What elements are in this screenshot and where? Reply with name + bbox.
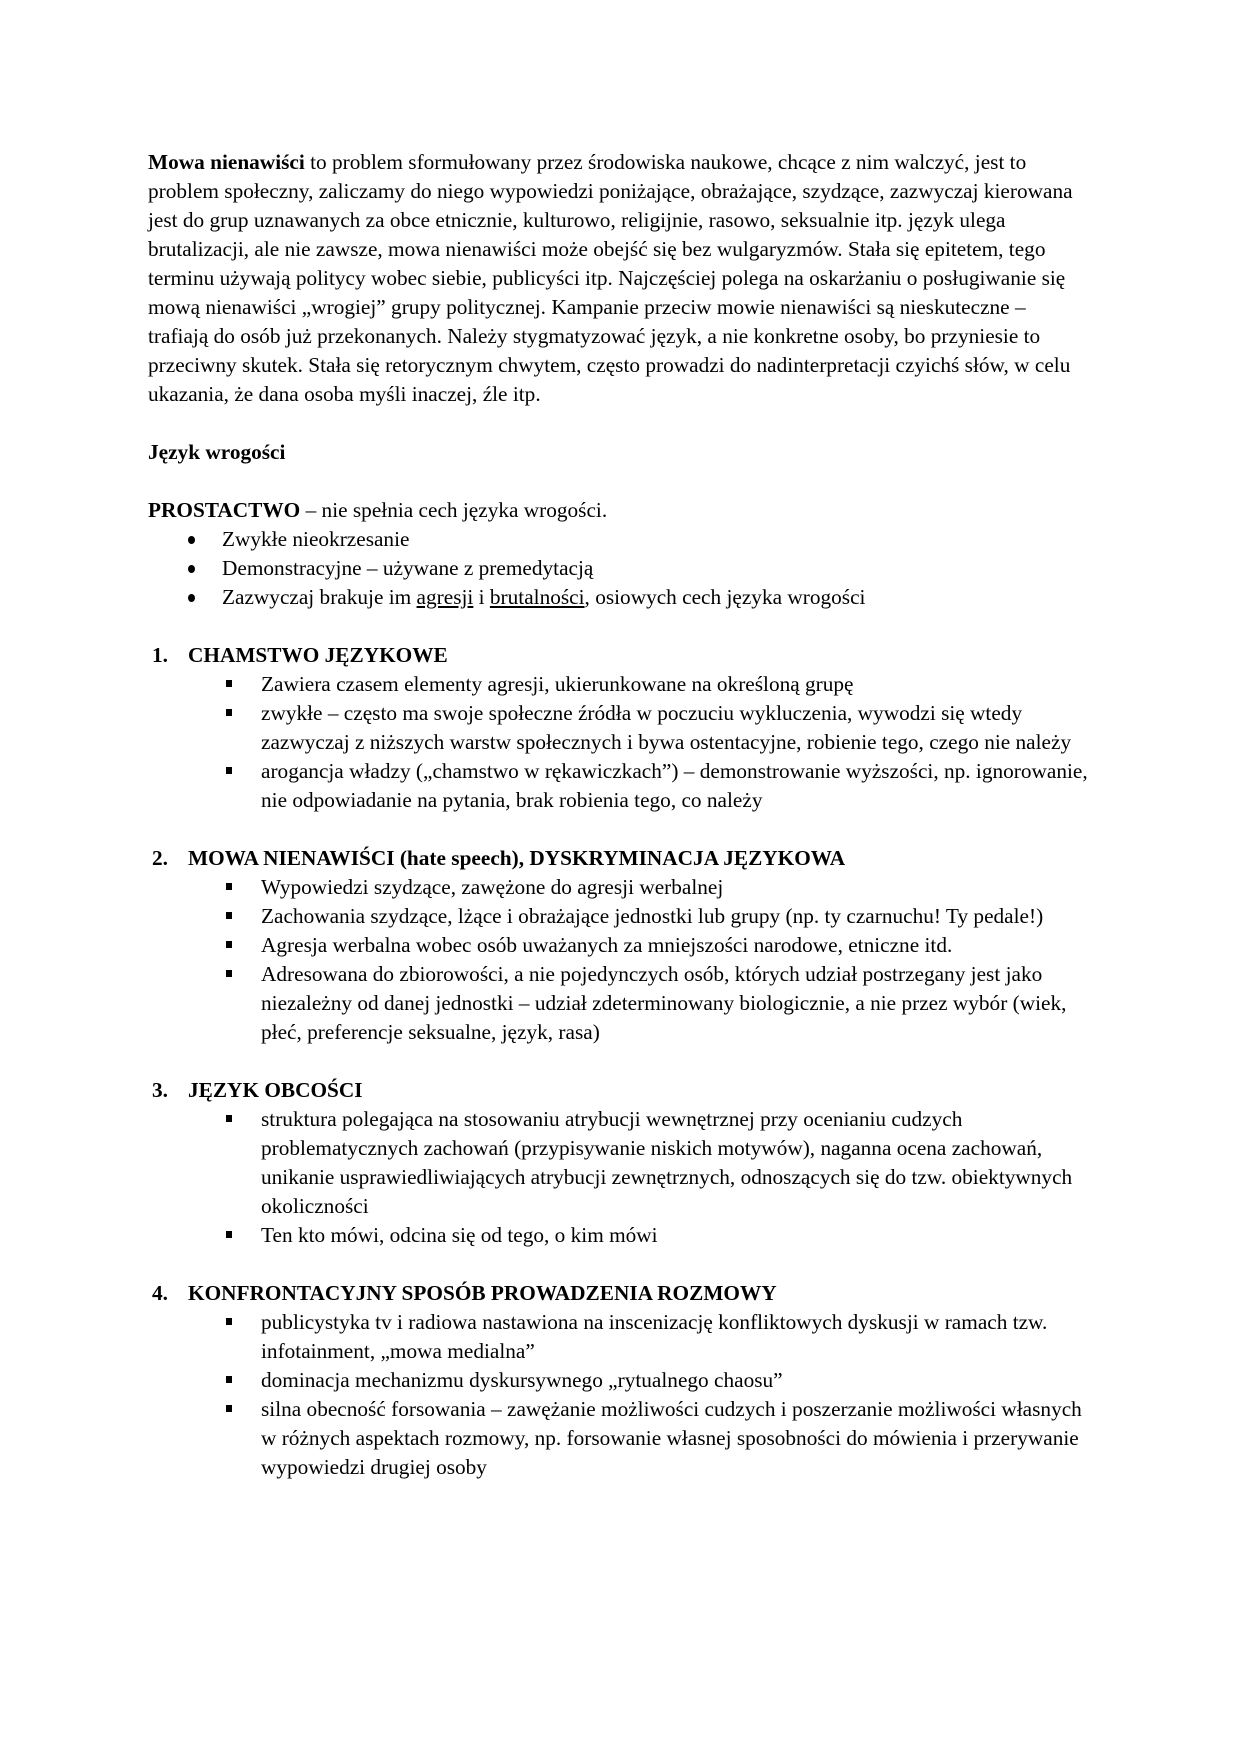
list-item: Agresja werbalna wobec osób uważanych za mniejszości narodowe, etniczne itd.: [226, 931, 1098, 960]
section-number: 2.: [152, 846, 168, 870]
list-item: Zawiera czasem elementy agresji, ukierunkowane na określoną grupę: [226, 670, 1098, 699]
section-number: 3.: [152, 1078, 168, 1102]
underlined-brutalnosci: brutalności: [489, 585, 585, 609]
intro-bold-term: Mowa nienawiści: [148, 150, 305, 174]
section-title-text: KONFRONTACYJNY SPOSÓB PROWADZENIA ROZMOWY: [188, 1281, 777, 1305]
section-title: [148, 1279, 1098, 1308]
text: Zazwyczaj brakuje im: [222, 585, 417, 609]
section-bullets: [148, 1308, 1098, 1482]
list-item: zwykłe – często ma swoje społeczne źródła w poczuciu wykluczenia, wywodzi się wtedy zazwyczaj z niższych warstw społecznych i bywa ostentacyjne, robienie tego, czego nie należy: [226, 699, 1098, 757]
list-item: Zachowania szydzące, lżące i obrażające jednostki lub grupy (np. ty czarnuchu! Ty pedale!): [226, 902, 1098, 931]
section-3: [148, 1076, 1098, 1250]
section-title-text: CHAMSTWO JĘZYKOWE: [188, 643, 448, 667]
prostactwo-term: PROSTACTWO: [148, 498, 301, 522]
section-bullets: [148, 1105, 1098, 1250]
document-page: [148, 148, 1098, 1482]
intro-text: to problem sformułowany przez środowiska naukowe, chcące z nim walczyć, jest to problem społeczny, zaliczamy do niego wypowiedzi poniżające, obrażające, szydzące, zazwyczaj kierowana jest do grup uznawanych za obce etnicznie, kulturowo, religijnie, rasowo, seksualnie itp. język ulega brutalizacji, ale nie zawsze, mowa nienawiści może obejść się bez wulgaryzmów. Stała się epitetem, tego terminu używają politycy wobec siebie, publicyści itp. Najczęściej polega na oskarżaniu o posługiwanie się mową nienawiści „wrogiej” grupy politycznej. Kampanie przeciw mowie nienawiści są nieskuteczne – trafiają do osób już przekonanych. Należy stygmatyzować język, a nie konkretne osoby, bo przyniesie to przeciwny skutek. Stała się retorycznym chwytem, często prowadzi do nadinterpretacji czyichś słów, w celu ukazania, że dana osoba myśli inaczej, źle itp.: [148, 150, 1073, 406]
list-item: [188, 583, 1098, 612]
section-bullets: [148, 670, 1098, 815]
section-bullets: [148, 873, 1098, 1047]
list-item: struktura polegająca na stosowaniu atrybucji wewnętrznej przy ocenianiu cudzych problematycznych zachowań (przypisywanie niskich motywów), naganna ocena zachowań, unikanie usprawiedliwiających atrybucji zewnętrznych, odnoszących się do tzw. obiektywnych okoliczności: [226, 1105, 1098, 1221]
list-item: Adresowana do zbiorowości, a nie pojedynczych osób, których udział postrzegany jest jako niezależny od danej jednostki – udział zdeterminowany biologicznie, a nie przez wybór (wiek, płeć, preferencje seksualne, język, rasa): [226, 960, 1098, 1047]
list-item: dominacja mechanizmu dyskursywnego „rytualnego chaosu”: [226, 1366, 1098, 1395]
section-number: 1.: [152, 643, 168, 667]
list-item: publicystyka tv i radiowa nastawiona na inscenizację konfliktowych dyskusji w ramach tzw. infotainment, „mowa medialna”: [226, 1308, 1098, 1366]
section-title-text: MOWA NIENAWIŚCI (hate speech), DYSKRYMINACJA JĘZYKOWA: [188, 846, 846, 870]
section-title: [148, 1076, 1098, 1105]
section-title: [148, 844, 1098, 873]
section-number: 4.: [152, 1281, 168, 1305]
list-item: Wypowiedzi szydzące, zawężone do agresji werbalnej: [226, 873, 1098, 902]
section-title-text: JĘZYK OBCOŚCI: [188, 1078, 363, 1102]
section-1: [148, 641, 1098, 815]
section-title: [148, 641, 1098, 670]
underlined-agresji: agresji: [416, 585, 474, 609]
text: i: [473, 585, 490, 609]
section-2: [148, 844, 1098, 1047]
section-4: [148, 1279, 1098, 1482]
prostactwo-definition: [148, 496, 1098, 525]
prostactwo-list: [148, 525, 1098, 612]
list-item: Zwykłe nieokrzesanie: [188, 525, 1098, 554]
sections-list: [148, 641, 1098, 1482]
prostactwo-text: – nie spełnia cech języka wrogości.: [300, 498, 608, 522]
section-heading: Język wrogości: [148, 440, 286, 464]
text: , osiowych cech języka wrogości: [584, 585, 866, 609]
list-item: Demonstracyjne – używane z premedytacją: [188, 554, 1098, 583]
list-item: silna obecność forsowania – zawężanie możliwości cudzych i poszerzanie możliwości własnych w różnych aspektach rozmowy, np. forsowanie własnej sposobności do mówienia i przerywanie wypowiedzi drugiej osoby: [226, 1395, 1098, 1482]
list-item: Ten kto mówi, odcina się od tego, o kim mówi: [226, 1221, 1098, 1250]
intro-paragraph: [148, 148, 1078, 409]
list-item: arogancja władzy („chamstwo w rękawiczkach”) – demonstrowanie wyższości, np. ignorowanie, nie odpowiadanie na pytania, brak robienia tego, co należy: [226, 757, 1098, 815]
